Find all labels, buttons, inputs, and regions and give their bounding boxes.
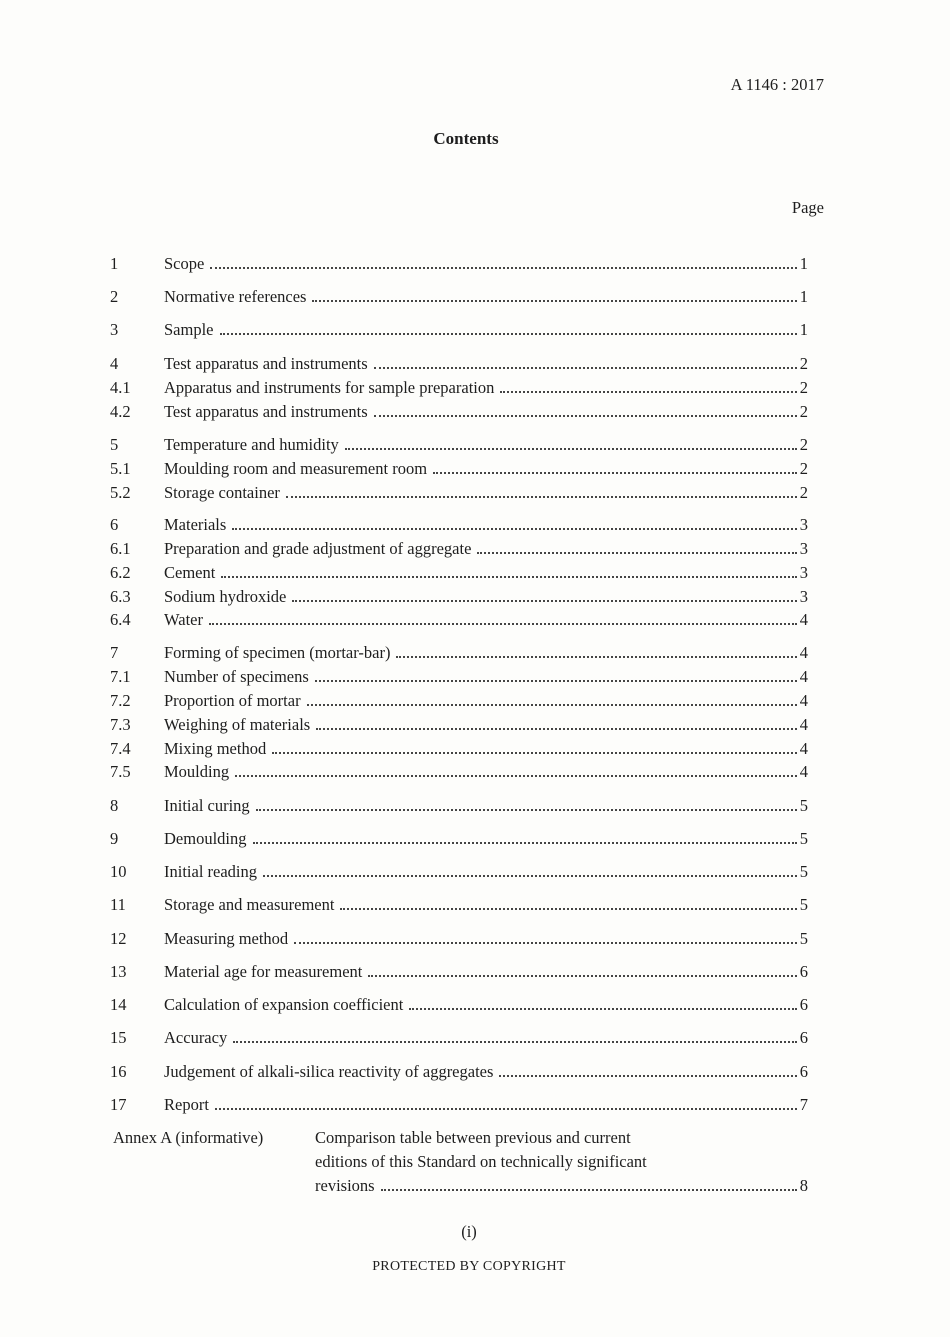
toc-entry bbox=[110, 353, 808, 375]
toc-section-number: 7.5 bbox=[110, 762, 131, 781]
toc-section-title: Test apparatus and instruments bbox=[164, 354, 368, 373]
toc-entry bbox=[110, 286, 808, 308]
page-folio: (i) bbox=[461, 1222, 477, 1241]
dot-leader bbox=[374, 366, 797, 369]
toc-section-title: Normative references bbox=[164, 287, 307, 306]
annex-title-line: revisions bbox=[315, 1176, 375, 1195]
toc-section-number: 16 bbox=[110, 1062, 127, 1081]
dot-leader bbox=[316, 727, 797, 730]
toc-section-title: Initial curing bbox=[164, 796, 250, 815]
toc-page-number: 6 bbox=[799, 1028, 808, 1047]
toc-page-number: 4 bbox=[799, 762, 808, 781]
toc-page-number: 2 bbox=[799, 459, 808, 478]
toc-section-title: Moulding room and measurement room bbox=[164, 459, 428, 478]
annex-title-line: editions of this Standard on technically significant bbox=[315, 1152, 647, 1171]
toc-section-title: Test apparatus and instruments bbox=[164, 402, 368, 421]
toc-section-title: Temperature and humidity bbox=[164, 435, 339, 454]
toc-section-number: 4.1 bbox=[110, 378, 131, 397]
toc-entry bbox=[110, 562, 808, 584]
toc-section-title: Calculation of expansion coefficient bbox=[164, 995, 404, 1014]
toc-section-number: 10 bbox=[110, 862, 127, 881]
dot-leader bbox=[221, 575, 796, 578]
dot-leader bbox=[307, 703, 797, 706]
toc-section-title: Moulding bbox=[164, 762, 230, 781]
toc-entry bbox=[110, 714, 808, 736]
annex-page-number: 8 bbox=[799, 1176, 808, 1195]
toc-entry bbox=[110, 401, 808, 423]
toc-page-number: 1 bbox=[799, 254, 808, 273]
toc-page-number: 3 bbox=[799, 539, 808, 558]
toc-entry bbox=[110, 458, 808, 480]
dot-leader bbox=[340, 907, 796, 910]
toc-section-title: Proportion of mortar bbox=[164, 691, 301, 710]
dot-leader bbox=[256, 808, 797, 811]
toc-entry bbox=[110, 319, 808, 341]
toc-entry bbox=[110, 1061, 808, 1083]
toc-entry bbox=[110, 586, 808, 608]
toc-page-number: 5 bbox=[799, 829, 808, 848]
toc-page-number: 2 bbox=[799, 378, 808, 397]
toc-page-number: 7 bbox=[799, 1095, 808, 1114]
toc-section-number: 3 bbox=[110, 320, 119, 339]
toc-section-number: 6.2 bbox=[110, 563, 131, 582]
toc-entry bbox=[110, 861, 808, 883]
dot-leader bbox=[345, 447, 797, 450]
toc-page-number: 3 bbox=[799, 587, 808, 606]
annex-title-line: Comparison table between previous and current bbox=[315, 1128, 631, 1147]
page-column-label: Page bbox=[791, 198, 824, 217]
toc-section-number: 13 bbox=[110, 962, 127, 981]
toc-section-number: 14 bbox=[110, 995, 127, 1014]
toc-section-number: 5.2 bbox=[110, 483, 131, 502]
toc-page-number: 2 bbox=[799, 354, 808, 373]
toc-entry bbox=[110, 666, 808, 688]
dot-leader bbox=[210, 266, 796, 269]
dot-leader bbox=[215, 1107, 797, 1110]
toc-section-title: Materials bbox=[164, 515, 227, 534]
dot-leader bbox=[409, 1007, 796, 1010]
toc-page-number: 5 bbox=[799, 796, 808, 815]
toc-page-number: 4 bbox=[799, 667, 808, 686]
toc-page-number: 4 bbox=[799, 643, 808, 662]
toc-section-number: 7.4 bbox=[110, 739, 131, 758]
toc-section-number: 9 bbox=[110, 829, 119, 848]
dot-leader bbox=[312, 299, 796, 302]
toc-page-number: 3 bbox=[799, 515, 808, 534]
dot-leader bbox=[272, 751, 797, 754]
annex-entry-last-line bbox=[315, 1175, 808, 1197]
dot-leader bbox=[396, 655, 796, 658]
dot-leader bbox=[315, 679, 797, 682]
toc-page-number: 6 bbox=[799, 1062, 808, 1081]
dot-leader bbox=[477, 551, 796, 554]
toc-section-number: 2 bbox=[110, 287, 119, 306]
toc-entry bbox=[110, 961, 808, 983]
toc-section-title: Judgement of alkali-silica reactivity of aggregates bbox=[164, 1062, 494, 1081]
toc-page-number: 6 bbox=[799, 995, 808, 1014]
toc-page-number: 2 bbox=[799, 402, 808, 421]
toc-section-title: Initial reading bbox=[164, 862, 258, 881]
toc-entry bbox=[110, 894, 808, 916]
dot-leader bbox=[253, 841, 797, 844]
dot-leader bbox=[232, 527, 796, 530]
toc-section-number: 7.2 bbox=[110, 691, 131, 710]
toc-page-number: 4 bbox=[799, 610, 808, 629]
toc-entry bbox=[110, 928, 808, 950]
toc-page-number: 5 bbox=[799, 929, 808, 948]
dot-leader bbox=[292, 599, 796, 602]
toc-page-number: 4 bbox=[799, 715, 808, 734]
toc-entry bbox=[110, 1094, 808, 1116]
toc-section-title: Apparatus and instruments for sample preparation bbox=[164, 378, 495, 397]
dot-leader bbox=[233, 1040, 797, 1043]
toc-section-title: Demoulding bbox=[164, 829, 247, 848]
toc-section-number: 6.3 bbox=[110, 587, 131, 606]
toc-section-number: 7.3 bbox=[110, 715, 131, 734]
toc-section-number: 5 bbox=[110, 435, 119, 454]
contents-title: Contents bbox=[433, 129, 499, 148]
toc-page-number: 1 bbox=[799, 287, 808, 306]
toc-section-title: Measuring method bbox=[164, 929, 289, 948]
dot-leader bbox=[368, 974, 796, 977]
toc-page-number: 6 bbox=[799, 962, 808, 981]
dot-leader bbox=[433, 471, 797, 474]
toc-entry bbox=[110, 377, 808, 399]
toc-section-title: Storage and measurement bbox=[164, 895, 335, 914]
toc-section-number: 12 bbox=[110, 929, 127, 948]
toc-entry bbox=[110, 690, 808, 712]
dot-leader bbox=[500, 390, 796, 393]
toc-section-title: Scope bbox=[164, 254, 205, 273]
toc-page-number: 5 bbox=[799, 862, 808, 881]
toc-page-number: 4 bbox=[799, 691, 808, 710]
toc-section-number: 6 bbox=[110, 515, 119, 534]
standard-number: A 1146 : 2017 bbox=[730, 75, 824, 94]
toc-section-number: 6.4 bbox=[110, 610, 131, 629]
toc-section-title: Water bbox=[164, 610, 203, 629]
toc-entry bbox=[110, 994, 808, 1016]
toc-section-number: 4.2 bbox=[110, 402, 131, 421]
toc-page-number: 3 bbox=[799, 563, 808, 582]
dot-leader bbox=[374, 414, 797, 417]
toc-section-title: Forming of specimen (mortar-bar) bbox=[164, 643, 391, 662]
toc-section-number: 4 bbox=[110, 354, 119, 373]
toc-page-number: 2 bbox=[799, 435, 808, 454]
toc-entry bbox=[110, 642, 808, 664]
toc-section-title: Number of specimens bbox=[164, 667, 309, 686]
dot-leader bbox=[220, 332, 797, 335]
toc-entry bbox=[110, 828, 808, 850]
toc-section-number: 5.1 bbox=[110, 459, 131, 478]
toc-section-title: Preparation and grade adjustment of aggregate bbox=[164, 539, 472, 558]
annex-label: Annex A (informative) bbox=[113, 1128, 264, 1147]
dot-leader bbox=[294, 941, 797, 944]
toc-section-number: 17 bbox=[110, 1095, 127, 1114]
toc-entry bbox=[110, 482, 808, 504]
toc-page-number: 4 bbox=[799, 739, 808, 758]
toc-section-number: 11 bbox=[110, 895, 126, 914]
copyright-notice: PROTECTED BY COPYRIGHT bbox=[372, 1259, 566, 1274]
toc-section-title: Mixing method bbox=[164, 739, 267, 758]
toc-section-title: Storage container bbox=[164, 483, 280, 502]
toc-section-title: Sample bbox=[164, 320, 214, 339]
dot-leader bbox=[263, 874, 797, 877]
toc-page-number: 1 bbox=[799, 320, 808, 339]
toc-section-title: Sodium hydroxide bbox=[164, 587, 287, 606]
dot-leader bbox=[235, 774, 797, 777]
toc-entry bbox=[110, 514, 808, 536]
toc-entry bbox=[110, 434, 808, 456]
toc-entry bbox=[110, 738, 808, 760]
dot-leader bbox=[209, 622, 797, 625]
toc-entry bbox=[110, 1027, 808, 1049]
toc-section-title: Cement bbox=[164, 563, 216, 582]
toc-section-number: 6.1 bbox=[110, 539, 131, 558]
toc-section-number: 7 bbox=[110, 643, 119, 662]
toc-entry bbox=[110, 609, 808, 631]
toc-section-title: Weighing of materials bbox=[164, 715, 311, 734]
toc-section-number: 7.1 bbox=[110, 667, 131, 686]
toc-section-title: Accuracy bbox=[164, 1028, 228, 1047]
toc-section-title: Material age for measurement bbox=[164, 962, 363, 981]
toc-section-number: 1 bbox=[110, 254, 119, 273]
dot-leader bbox=[286, 495, 797, 498]
toc-entry bbox=[110, 538, 808, 560]
toc-entry bbox=[110, 253, 808, 275]
toc-page-number: 5 bbox=[799, 895, 808, 914]
dot-leader bbox=[499, 1074, 796, 1077]
toc-entry bbox=[110, 761, 808, 783]
dot-leader bbox=[381, 1188, 797, 1191]
toc-section-number: 8 bbox=[110, 796, 119, 815]
toc-page-number: 2 bbox=[799, 483, 808, 502]
toc-section-title: Report bbox=[164, 1095, 209, 1114]
toc-section-number: 15 bbox=[110, 1028, 127, 1047]
toc-entry bbox=[110, 795, 808, 817]
